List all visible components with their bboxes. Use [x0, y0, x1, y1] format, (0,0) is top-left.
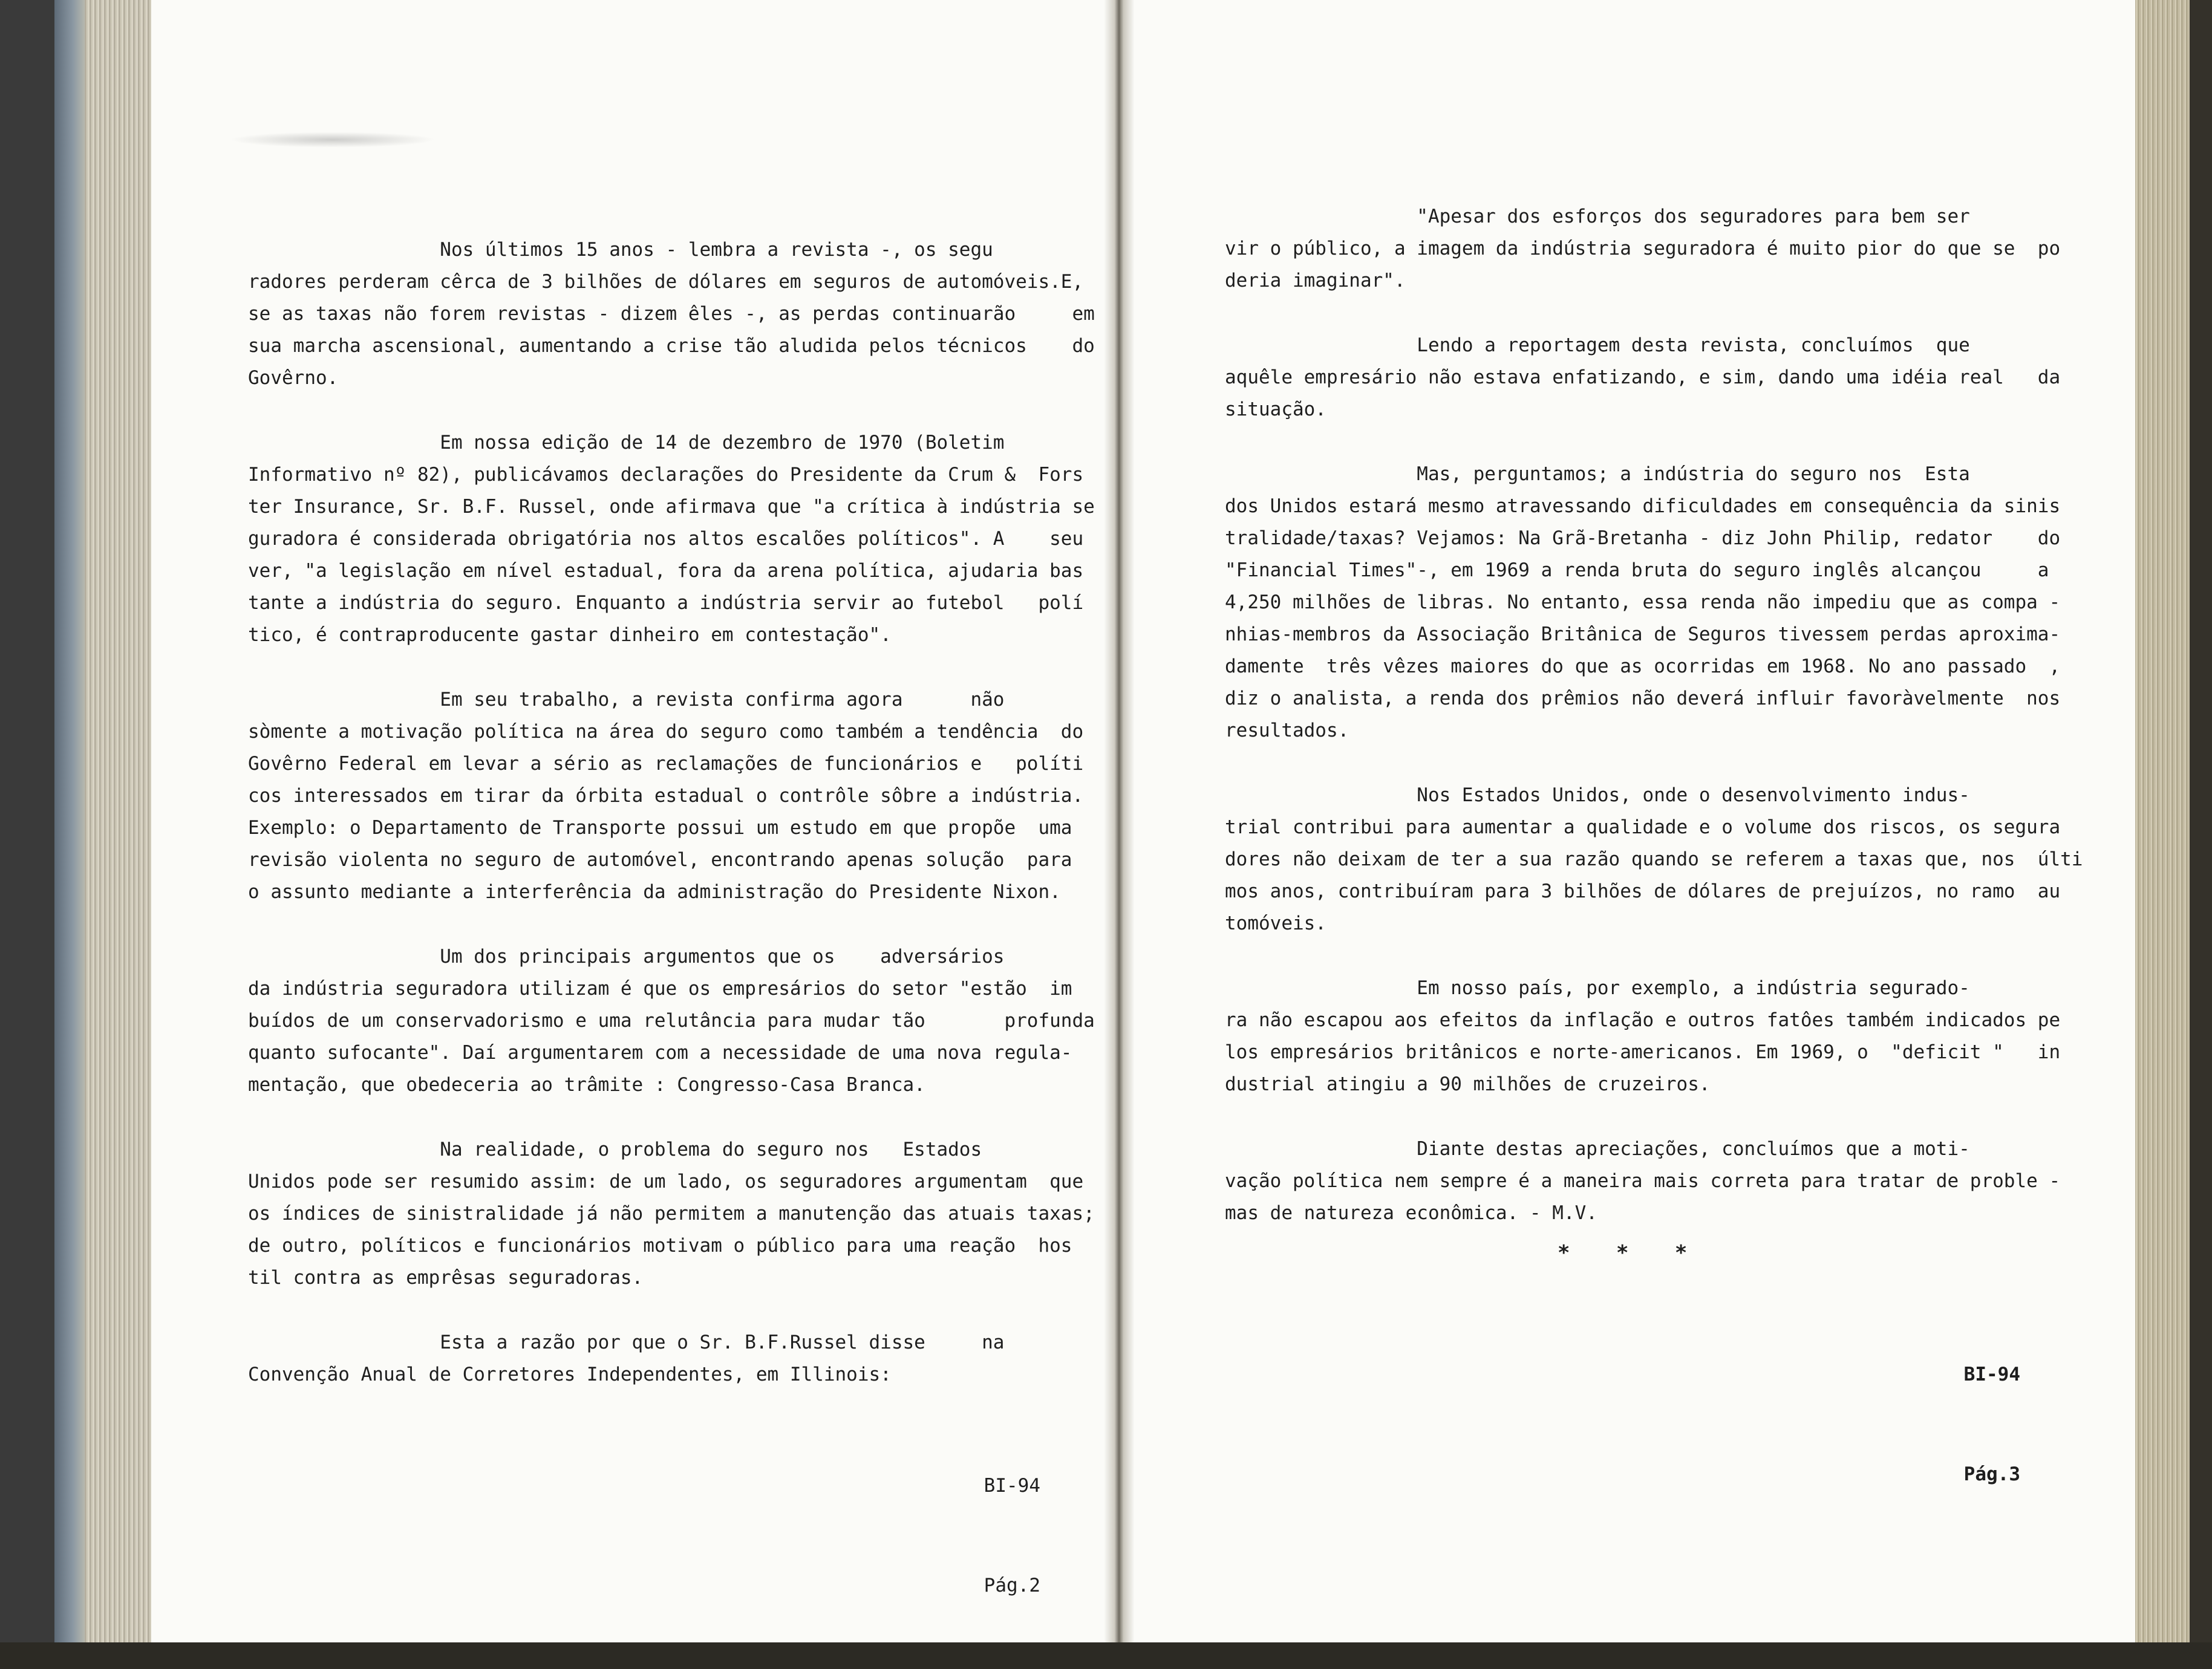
left-footer-code: BI-94	[984, 1475, 1040, 1497]
right-paragraph-3: Mas, perguntamos; a indústria do seguro nos Esta dos Unidos estará mesmo atravessando dificuldades em consequência da tralidade/taxas? Vejamos: Na Grã-Bretanha - diz John Philip, redator "Financial Times"-, em 1969 a renda bruta do seguro inglês alcançou 4,250 milhões de libras. No entanto, essa renda não impediu que as compa nhias-membros da Associação Britânica de Seguros tivessem perdas aproxima- damente três vêzes maiores do que as ocorridas em 1968. No ano passado diz o analista, a renda dos prêmios não deverá influir favoràvelmente resultados.	[1225, 463, 2061, 741]
left-page-number: Pág.2	[984, 1575, 1040, 1596]
left-paragraph-2: Em nossa edição de 14 de dezembro de 1970 (Boletim Informativo nº 82), publicávamos declarações do Presidente da Crum & ter Insurance, Sr. B.F. Russel, onde afirmava que "a crítica à indústria guradora é considerada obrigatória nos altos escalões políticos". A ver, "a legislação em nível estadual, fora da arena política, ajudaria tante a indústria do seguro. Enquanto a indústria servir ao futebol tico, é contraproducente gastar dinheiro em contestação".	[248, 432, 1061, 646]
left-paragraph-1: Nos últimos 15 anos - lembra a revista -, os segu radores perderam cêrca de 3 bilhões de dólares em seguros de automóveis.E, se as taxas não forem revistas - dizem êles -, as perdas continuarão sua marcha ascensional, aumentando a crise tão aludida pelos técnicos Govêrno.	[248, 239, 1084, 389]
right-paragraph-5: Em nosso país, por exemplo, a indústria segurado- ra não escapou aos efeitos da inflação e outros fatôes também indicados los empresários britânicos e norte-americanos. Em 1969, o "deficit " dustrial atingiu a 90 milhões de cruzeiros.	[1225, 977, 2027, 1095]
right-page-number: Pág.3	[1963, 1463, 2020, 1485]
section-end-stars: * * *	[1558, 1241, 1705, 1265]
left-paragraph-5: Na realidade, o problema do seguro nos Estados Unidos pode ser resumido assim: de um lado, os seguradores argumentam os índices de sinistralidade já não permitem a manutenção das atuais de outro, políticos e funcionários motivam o público para uma reação til contra as emprêsas seguradoras.	[248, 1139, 1027, 1289]
right-paragraph-2: Lendo a reportagem desta revista, concluímos que aquêle empresário não estava enfatizando, e sim, dando uma idéia real situação.	[1225, 334, 2004, 420]
right-page-text	[1225, 201, 2061, 1262]
left-page-footer	[950, 1403, 1040, 1669]
right-page-footer	[1930, 1292, 2020, 1558]
right-paragraph-6: Diante destas apreciações, concluímos que a moti- vação política nem sempre é a maneira mais correta para tratar de proble mas de natureza econômica. - M.V.	[1225, 1138, 2038, 1224]
left-page-text	[248, 234, 1084, 1423]
right-paragraph-4: Nos Estados Unidos, onde o desenvolvimento indus- trial contribui para aumentar a qualidade e o volume dos riscos, os dores não deixam de ter a sua razão quando se referem a taxas que, nos mos anos, contribuíram para 3 bilhões de dólares de prejuízos, no ramo tomóveis.	[1225, 784, 2015, 934]
right-paragraph-1: "Apesar dos esforços dos seguradores para bem ser vir o público, a imagem da indústria seguradora é muito pior do que se deria imaginar".	[1225, 206, 2015, 291]
left-page-stack	[54, 0, 85, 1642]
left-paragraph-4: Um dos principais argumentos que os adversários da indústria seguradora utilizam é que os empresários do setor "estão buídos de um conservadorismo e uma relutância para mudar tão quanto sufocante". Daí argumentarem com a necessidade de uma nova regula- mentação, que obedeceria ao trâmite : Congresso-Casa Branca.	[248, 946, 1072, 1096]
smudge-mark	[230, 132, 436, 148]
left-cover	[0, 0, 54, 1642]
book-gutter	[1104, 0, 1134, 1642]
right-footer-code: BI-94	[1963, 1364, 2020, 1385]
left-paragraph-6: Esta a razão por que o Sr. B.F.Russel disse na Convenção Anual de Corretores Independentes, em Illinois:	[248, 1332, 1005, 1385]
right-cover	[2190, 0, 2212, 1642]
left-paragraph-3: Em seu trabalho, a revista confirma agora não sòmente a motivação política na área do seguro como também a tendência Govêrno Federal em levar a sério as reclamações de funcionários e cos interessados em tirar da órbita estadual o contrôle sôbre a indústria. Exemplo: o Departamento de Transporte possui um estudo em que propõe revisão violenta no seguro de automóvel, encontrando apenas solução o assunto mediante a interferência da administração do Presidente Nixon.	[248, 689, 1084, 903]
